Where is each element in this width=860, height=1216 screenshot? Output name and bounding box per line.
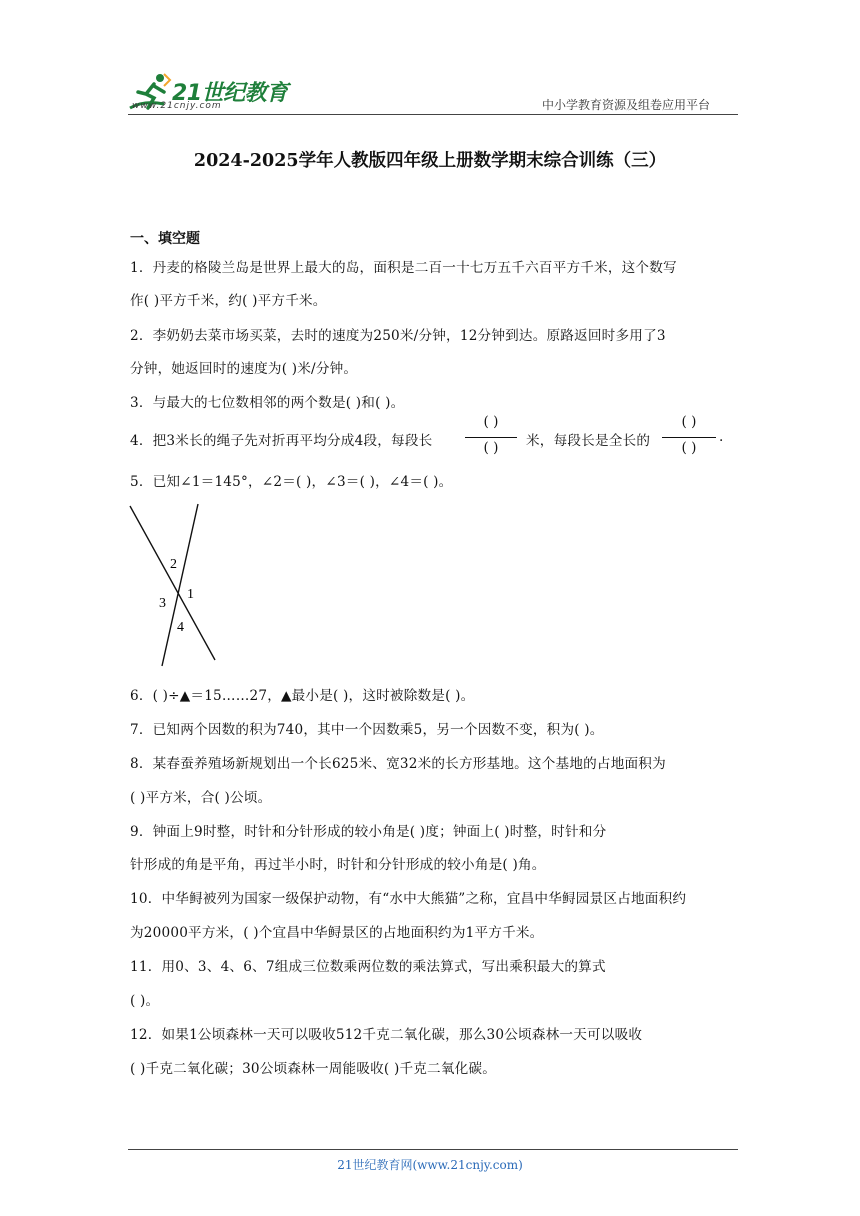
question-7: 7．已知两个因数的积为740，其中一个因数乘5，另一个因数不变，积为( )。 (130, 722, 604, 738)
footer-link[interactable]: 21世纪教育网(www.21cnjy.com) (337, 1158, 523, 1172)
question-5: 5．已知∠1＝145°，∠2＝( )，∠3＝( )，∠4＝( )。 (130, 474, 453, 490)
question-6: 6．( )÷▲＝15……27，▲最小是( )，这时被除数是( )。 (130, 688, 475, 704)
question-3: 3．与最大的七位数相邻的两个数是( )和( )。 (130, 395, 405, 411)
question-8-line-1: 8．某春蚕养殖场新规划出一个长625米、宽32米的长方形基地。这个基地的占地面积为 (130, 756, 666, 772)
platform-label: 中小学教育资源及组卷应用平台 (542, 98, 711, 112)
fraction-2-bar (662, 437, 716, 438)
question-9-line-2: 针形成的角是平角，再过半小时，时针和分针形成的较小角是( )角。 (130, 857, 546, 873)
logo-text: 21世纪教育 (172, 81, 288, 106)
section-heading: 一、填空题 (130, 231, 200, 247)
fraction-2-numerator: ( ) (681, 414, 697, 430)
question-11-line-2: ( )。 (130, 993, 160, 1009)
fraction-blank-2 (662, 414, 716, 460)
question-11-line-1: 11．用0、3、4、6、7组成三位数乘两位数的乘法算式，写出乘积最大的算式 (130, 959, 606, 975)
question-2-line-1: 2．李奶奶去菜市场买菜，去时的速度为250米/分钟，12分钟到达。原路返回时多用了3 (130, 328, 666, 344)
angle-label-2: 2 (170, 557, 177, 572)
question-12-line-1: 12．如果1公顷森林一天可以吸收512千克二氧化碳，那么30公顷森林一天可以吸收 (130, 1027, 643, 1043)
fraction-1-numerator: ( ) (483, 414, 499, 430)
fraction-blank-1 (465, 414, 517, 460)
logo-url: www.21cnjy.com (132, 101, 222, 111)
angle-label-3: 3 (159, 596, 166, 611)
figure-line-a (130, 506, 215, 660)
angle-label-1: 1 (187, 587, 194, 602)
fraction-1-denominator: ( ) (483, 440, 499, 456)
fraction-1-bar (465, 437, 517, 438)
footer-divider (128, 1149, 738, 1150)
question-10-line-1: 10．中华鲟被列为国家一级保护动物，有“水中大熊猫”之称，宜昌中华鲟园景区占地面积约 (130, 891, 687, 907)
question-12-line-2: ( )千克二氧化碳；30公顷森林一周能吸收( )千克二氧化碳。 (130, 1061, 497, 1077)
angle-figure (126, 500, 226, 670)
question-4-text-2: 米，每段长是全长的 (526, 433, 651, 449)
question-4-text-1: 4．把3米长的绳子先对折再平均分成4段，每段长 (130, 433, 433, 449)
question-1-line-1: 1．丹麦的格陵兰岛是世界上最大的岛，面积是二百一十七万五千六百平方千米，这个数写 (130, 260, 677, 276)
page-title: 2024-2025学年人教版四年级上册数学期末综合训练（三） (193, 151, 667, 171)
header-divider (128, 114, 738, 115)
fraction-2-denominator: ( ) (681, 440, 697, 456)
question-9-line-1: 9．钟面上9时整，时针和分针形成的较小角是( )度；钟面上( )时整，时针和分 (130, 824, 607, 840)
question-8-line-2: ( )平方米，合( )公顷。 (130, 790, 272, 806)
question-2-line-2: 分钟，她返回时的速度为( )米/分钟。 (130, 361, 358, 377)
question-4-period: . (719, 429, 724, 445)
question-1-line-2: 作( )平方千米，约( )平方千米。 (130, 293, 327, 309)
angle-label-4: 4 (177, 620, 184, 635)
figure-line-b (162, 504, 198, 666)
question-10-line-2: 为20000平方米，( )个宜昌中华鲟景区的占地面积约为1平方千米。 (130, 925, 544, 941)
